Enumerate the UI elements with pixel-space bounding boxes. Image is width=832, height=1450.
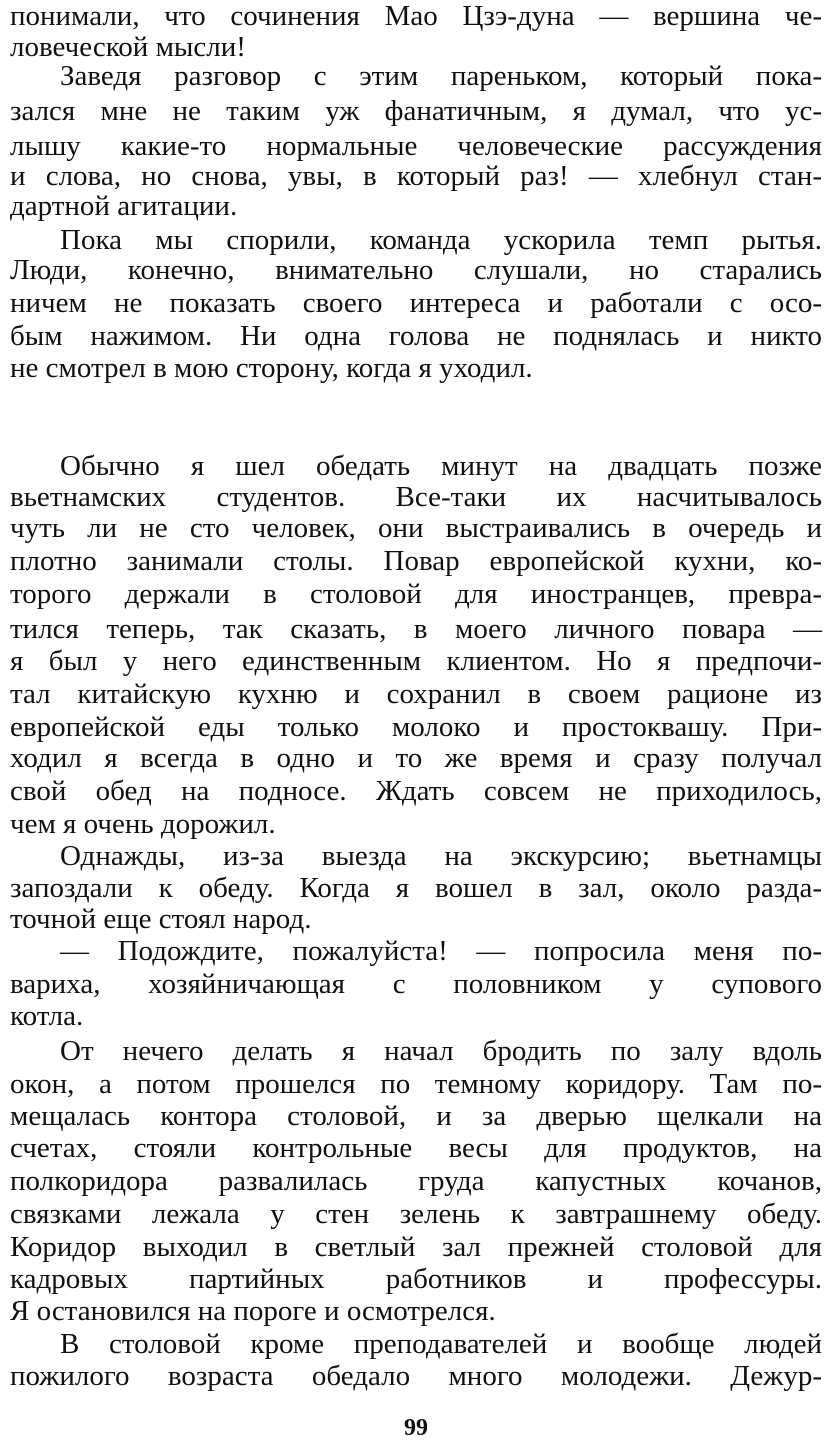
- text-line: счетах, стояли контрольные весы для продуктов, на: [10, 1132, 822, 1164]
- text-line: Обычно я шел обедать минут на двадцать позже: [60, 450, 822, 482]
- text-line: я был у него единственным клиентом. Но я предпочи-: [10, 645, 822, 677]
- text-line: окон, а потом прошелся по темному коридору. Там по-: [10, 1068, 822, 1100]
- text-line: котла.: [10, 1000, 84, 1032]
- text-line: вьетнамских студентов. Все-таки их насчитывалось: [10, 481, 822, 513]
- text-line: вариха, хозяйничающая с половником у супового: [10, 968, 822, 1000]
- text-line: мещалась контора столовой, и за дверью щелкали на: [10, 1100, 822, 1132]
- text-line: свой обед на подносе. Ждать совсем не приходилось,: [10, 775, 822, 807]
- text-line: — Подождите, пожалуйста! — попросила меня по-: [60, 935, 822, 967]
- text-line: Заведя разговор с этим пареньком, который пока-: [60, 60, 822, 92]
- text-line: тился теперь, так сказать, в моего личного повара —: [10, 613, 822, 645]
- text-line: точной еще стоял народ.: [10, 903, 312, 935]
- text-line: тал китайскую кухню и сохранил в своем рационе из: [10, 678, 822, 710]
- text-line: связками лежала у стен зелень к завтрашнему обеду.: [10, 1198, 822, 1230]
- text-line: зался мне не таким уж фанатичным, я думал, что ус-: [10, 95, 822, 127]
- text-line: От нечего делать я начал бродить по залу вдоль: [60, 1035, 822, 1067]
- text-line: дартной агитации.: [10, 190, 238, 222]
- text-line: ловеческой мысли!: [10, 31, 246, 63]
- text-line: пожилого возраста обедало много молодежи. Дежур-: [10, 1360, 822, 1392]
- text-line: кадровых партийных работников и профессуры.: [10, 1263, 822, 1295]
- page-number: 99: [404, 1415, 428, 1441]
- text-line: Я остановился на пороге и осмотрелся.: [10, 1295, 496, 1327]
- text-line: запоздали к обеду. Когда я вошел в зал, около разда-: [10, 872, 822, 904]
- text-line: Коридор выходил в светлый зал прежней столовой для: [10, 1231, 822, 1263]
- text-line: чем я очень дорожил.: [10, 808, 276, 840]
- text-line: плотно занимали столы. Повар европейской кухни, ко-: [10, 545, 822, 577]
- text-line: лышу какие-то нормальные человеческие рассуждения: [10, 130, 822, 162]
- text-line: ходил я всегда в одно и то же время и сразу получал: [10, 742, 822, 774]
- text-line: В столовой кроме преподавателей и вообще людей: [60, 1328, 822, 1360]
- text-line: чуть ли не сто человек, они выстраивались в очередь и: [10, 512, 822, 544]
- text-line: и слова, но снова, увы, в который раз! — хлебнул стан-: [10, 160, 822, 192]
- text-line: европейской еды только молоко и простоквашу. При-: [10, 711, 822, 743]
- text-line: торого держали в столовой для иностранцев, превра-: [10, 578, 822, 610]
- text-line: понимали, что сочинения Мао Цзэ-дуна — вершина че-: [10, 0, 822, 32]
- text-line: не смотрел в мою сторону, когда я уходил.: [10, 352, 533, 384]
- text-line: Люди, конечно, внимательно слушали, но старались: [10, 254, 822, 286]
- text-line: Пока мы спорили, команда ускорила темп рытья.: [60, 224, 822, 256]
- text-line: полкоридора развалилась груда капустных кочанов,: [10, 1165, 822, 1197]
- text-line: бым нажимом. Ни одна голова не поднялась и никто: [10, 320, 822, 352]
- text-line: Однажды, из-за выезда на экскурсию; вьетнамцы: [60, 840, 822, 872]
- text-line: ничем не показать своего интереса и работали с осо-: [10, 287, 822, 319]
